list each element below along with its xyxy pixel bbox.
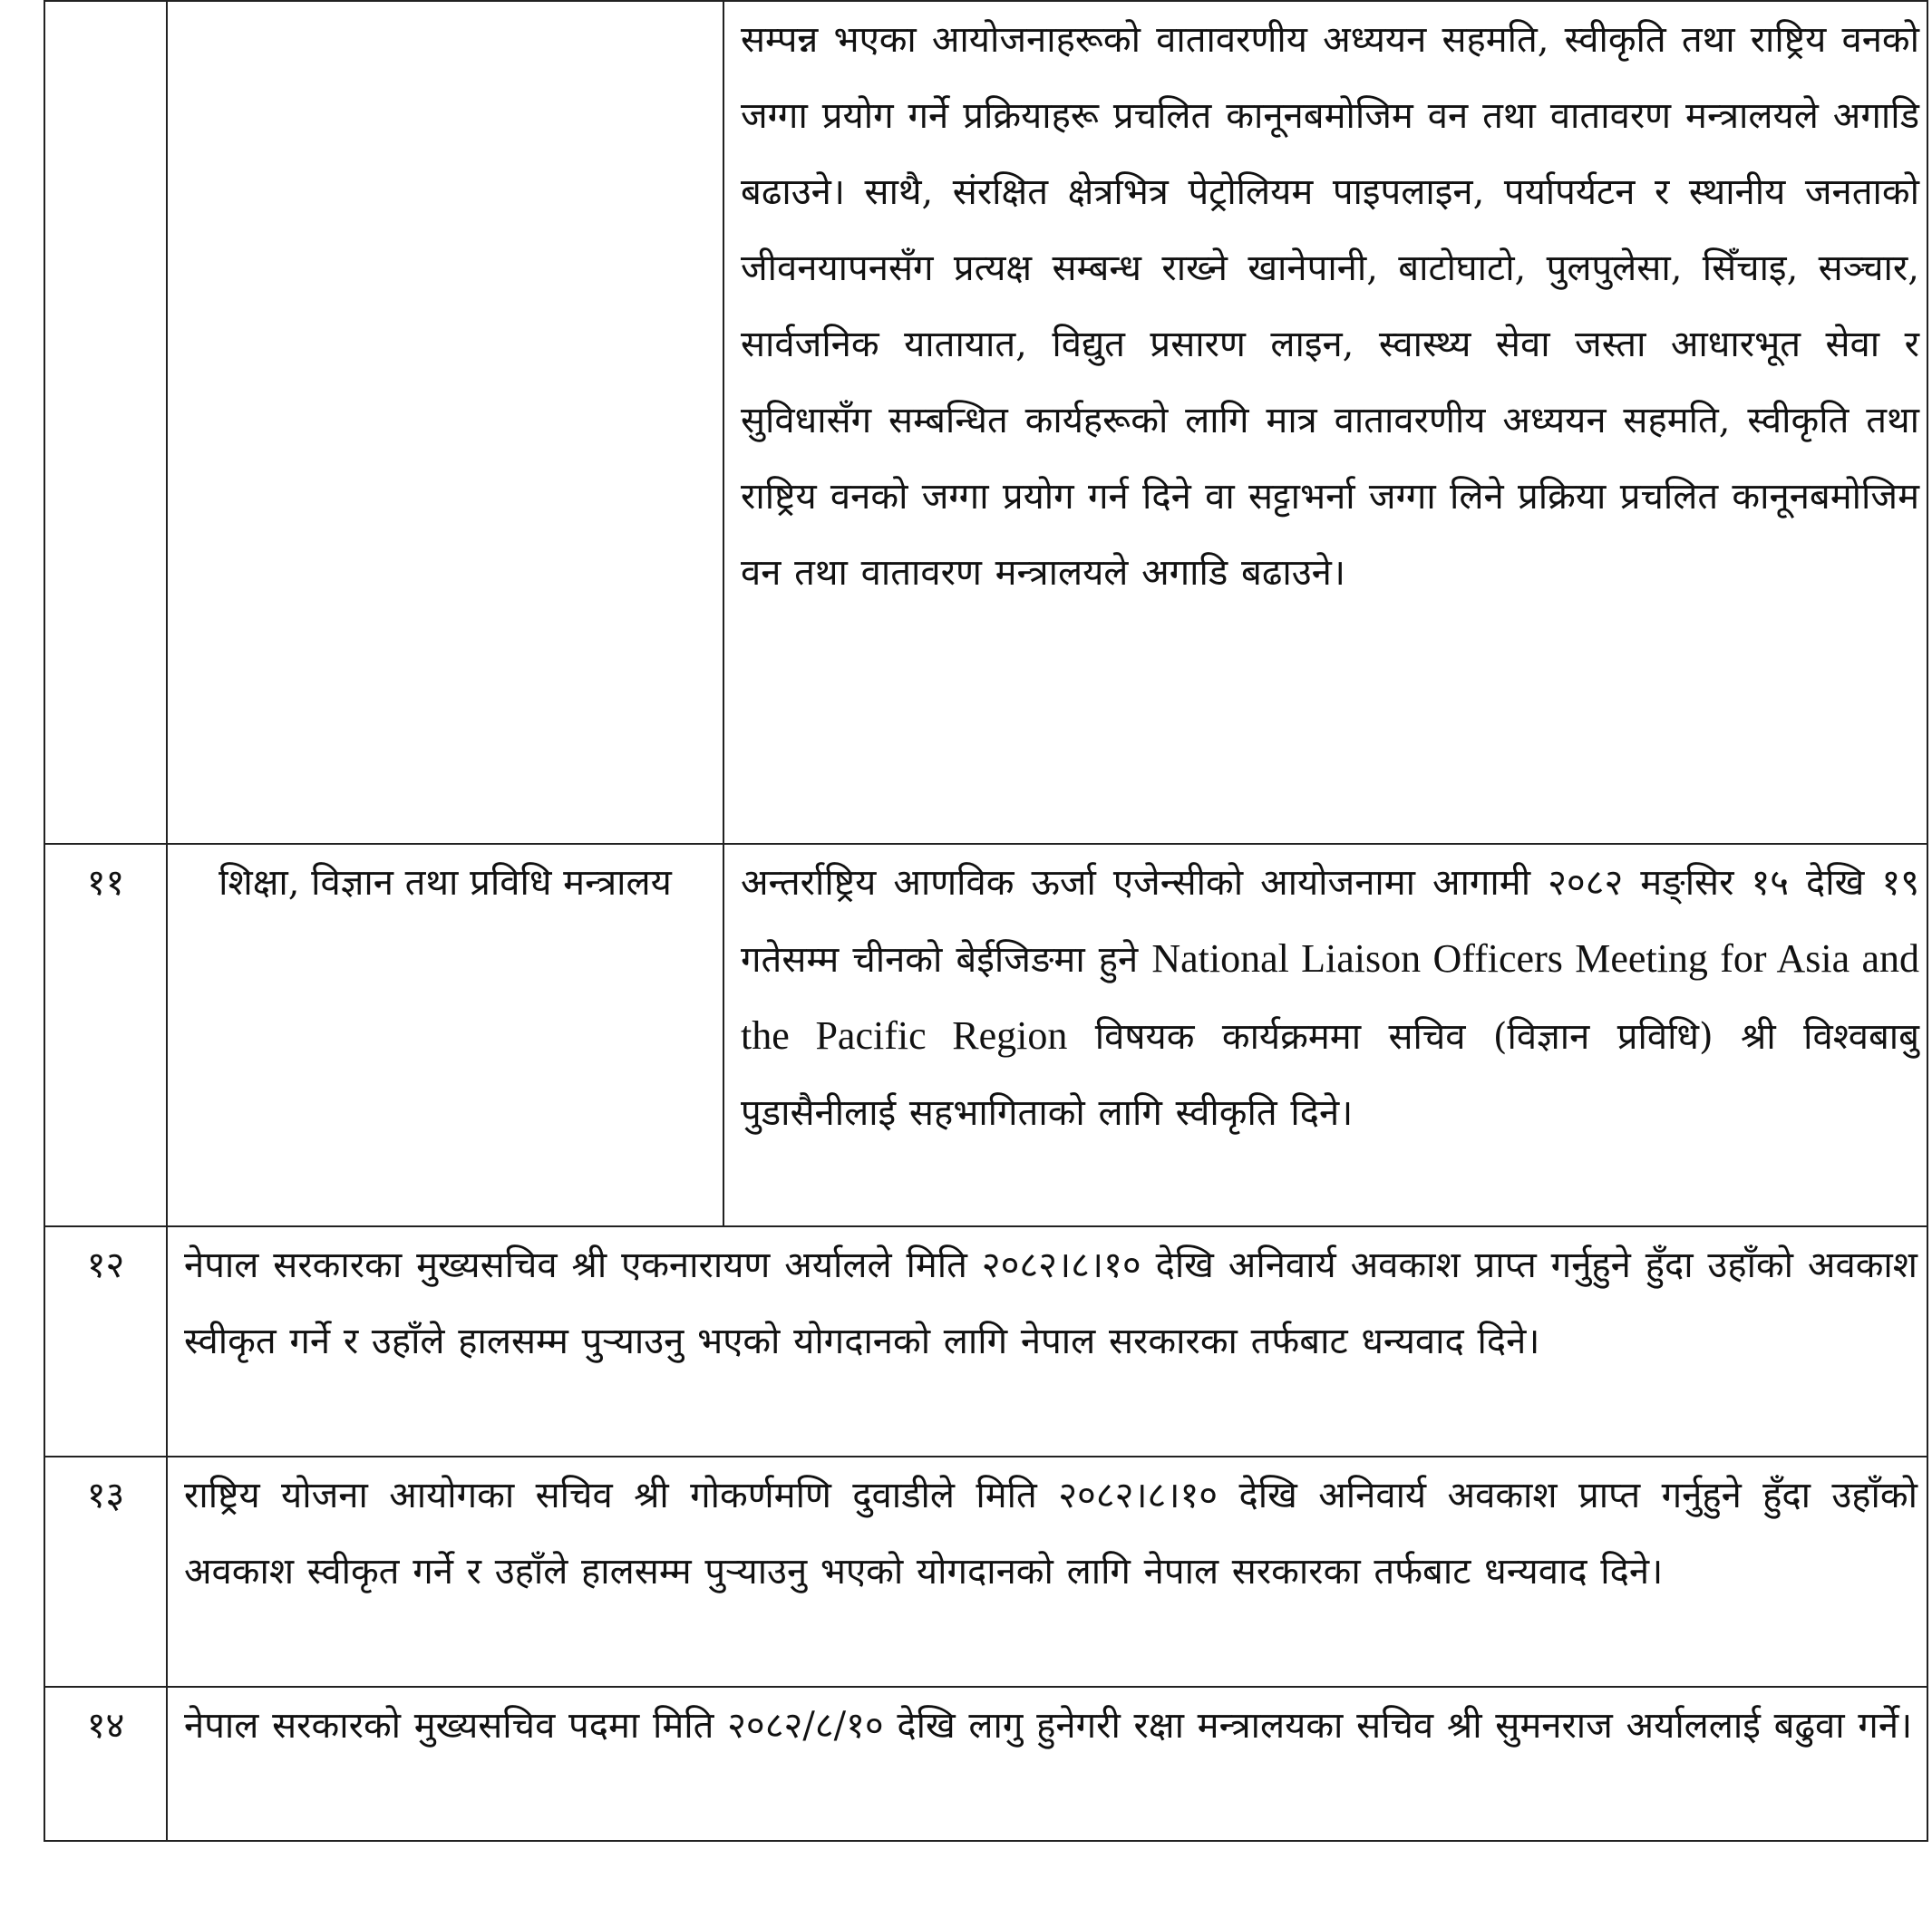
table-row [44, 844, 1927, 1226]
serial-number: ११ [86, 862, 125, 904]
serial-number-cell [44, 1457, 167, 1687]
decision-cell [167, 1687, 1927, 1841]
serial-number-cell [44, 1226, 167, 1457]
decision-cell [167, 1226, 1927, 1457]
decision-cell [167, 1457, 1927, 1687]
decision-text: सम्पन्न भएका आयोजनाहरूको वातावरणीय अध्ययन सहमति, स्वीकृति तथा राष्ट्रिय वनको जग्गा प्रयोग गर्ने प्रक्रियाहरू प्रचलित कानूनबमोजिम वन तथा वातावरण मन्त्रालयले अगाडि बढाउने। साथै, संरक्षित क्षेत्रभित्र पेट्रोलियम पाइपलाइन, पर्यापर्यटन र स्थानीय जनताको जीवनयापनसँग प्रत्यक्ष सम्बन्ध राख्ने खानेपानी, बाटोघाटो, पुलपुलेसा, सिँचाइ, सञ्चार, सार्वजनिक यातायात, विद्युत प्रसारण लाइन, स्वास्थ्य सेवा जस्ता आधारभूत सेवा र सुविधासँग सम्बन्धित कार्यहरूको लागि मात्र वातावरणीय अध्ययन सहमति, स्वीकृति तथा राष्ट्रिय वनको जग्गा प्रयोग गर्न दिने वा सट्टाभर्ना जग्गा लिने प्रक्रिया प्रचलित कानूनबमोजिम वन तथा वातावरण मन्त्रालयले अगाडि बढाउने। [741, 19, 1919, 594]
serial-number-cell [44, 1687, 167, 1841]
decision-text [724, 845, 1927, 1225]
ministry-cell [167, 1, 723, 844]
serial-number: १४ [86, 1705, 125, 1747]
decision-text: नेपाल सरकारका मुख्यसचिव श्री एकनारायण अर्यालले मिति २०८२।८।१० देखि अनिवार्य अवकाश प्राप्त गर्नुहुने हुँदा उहाँको अवकाश स्वीकृत गर्ने र उहाँले हालसम्म पुऱ्याउनु भएको योगदानको लागि नेपाल सरकारका तर्फबाट धन्यवाद दिने। [184, 1244, 1917, 1362]
serial-number: १३ [86, 1475, 125, 1516]
event-title-english: National Liaison Officers Meeting for Asia and the Pacific Region [741, 936, 1919, 1058]
serial-number-cell [44, 844, 167, 1226]
ministry-name: शिक्षा, विज्ञान तथा प्रविधि मन्त्रालय [218, 862, 672, 904]
decision-cell [723, 1, 1927, 844]
table-row [44, 1457, 1927, 1687]
serial-number: १२ [86, 1244, 125, 1286]
decision-text-part: अन्तर्राष्ट्रिय आणविक ऊर्जा एजेन्सीको आयोजनामा आगामी २०८२ मङ्सिर १५ देखि १९ गतेसम्म चीनको बेईजिङमा हुने [741, 862, 1919, 981]
table-row [44, 1687, 1927, 1841]
decision-table [44, 0, 1928, 1842]
table-row [44, 1226, 1927, 1457]
decision-text: राष्ट्रिय योजना आयोगका सचिव श्री गोकर्णमणि दुवाडीले मिति २०८२।८।१० देखि अनिवार्य अवकाश प्राप्त गर्नुहुने हुँदा उहाँको अवकाश स्वीकृत गर्ने र उहाँले हालसम्म पुऱ्याउनु भएको योगदानको लागि नेपाल सरकारका तर्फबाट धन्यवाद दिने। [184, 1475, 1917, 1593]
decision-cell [723, 844, 1927, 1226]
serial-number-cell [44, 1, 167, 844]
ministry-name [168, 2, 723, 843]
decision-text-part: विषयक कार्यक्रममा सचिव (विज्ञान प्रविधि) श्री विश्वबाबु पुडासैनीलाई सहभागिताको लागि स्वीकृति दिने। [741, 1016, 1920, 1134]
decision-text: नेपाल सरकारको मुख्यसचिव पदमा मिति २०८२/८/१० देखि लागु हुनेगरी रक्षा मन्त्रालयका सचिव श्री सुमनराज अर्याललाई बढुवा गर्ने। [184, 1705, 1913, 1747]
table-row [44, 1, 1927, 844]
ministry-cell [167, 844, 723, 1226]
serial-number [45, 2, 166, 843]
